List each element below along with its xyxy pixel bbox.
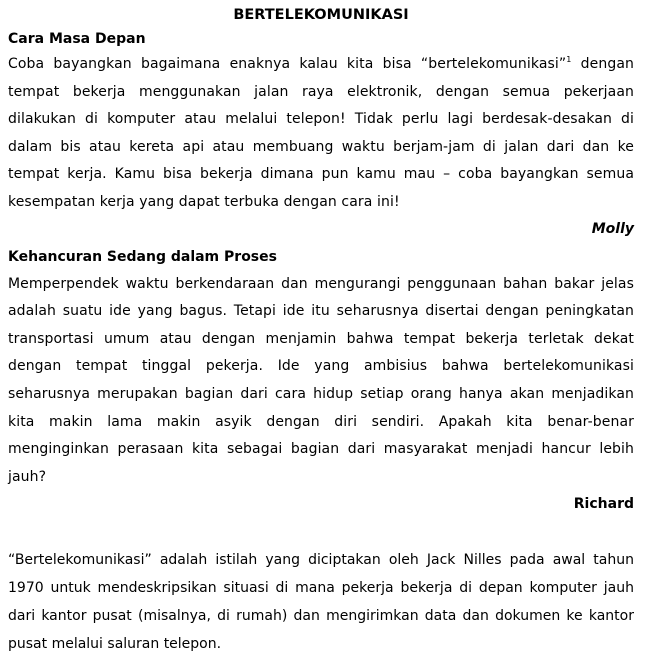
document-title: BERTELEKOMUNIKASI [233,7,409,23]
body-text-after-footnote: dengan tempat bekerja menggunakan jalan raya elektronik, dengan semua pekerjaan dilakukan di komputer atau melalui telepon! Tidak perlu lagi berdesak-desakan di dalam bis atau kereta api atau membuang waktu berjam-jam di jalan dari dan ke tempat kerja. Kamu bisa bekerja dimana pun kamu mau – coba bayangkan semua kesempatan kerja yang dapat terbuka dengan cara ini! [8,56,634,210]
section-body-cara-masa-depan [8,51,634,217]
author-richard: Richard [573,496,634,513]
section-body-kehancuran: Memperpendek waktu berkendaraan dan mengurangi penggunaan bahan bakar jelas adalah suatu ide yang bagus. Tetapi ide itu seharusnya disertai dengan peningkatan transportasi umum atau dengan menjamin bahwa tempat bekerja terletak dekat dengan tempat tinggal pekerja. Ide yang ambisius bahwa bertelekomunikasi seharusnya merupakan bagian dari cara hidup setiap orang hanya akan menjadikan kita makin lama makin asyik dengan diri sendiri. Apakah kita benar-benar menginginkan perasaan kita sebagai bagian dari masyarakat menjadi hancur lebih jauh? [8,275,634,485]
author-molly: Molly [591,220,634,237]
footnote-marker: 1 [566,55,572,64]
footnote-text: “Bertelekomunikasi” adalah istilah yang diciptakan oleh Jack Nilles pada awal tahun 1970 untuk mendeskripsikan situasi di mana pekerja bekerja di depan komputer jauh dari kantor pusat (misalnya, di rumah) dan mengirimkan data dan dokumen ke kantor pusat melalui saluran telepon. [8,552,634,652]
section-heading-kehancuran: Kehancuran Sedang dalam Proses [8,248,277,265]
body-text-before-footnote: Coba bayangkan bagaimana enaknya kalau kita bisa “bertelekomunikasi” [8,56,567,72]
section-heading-cara-masa-depan: Cara Masa Depan [8,31,146,47]
